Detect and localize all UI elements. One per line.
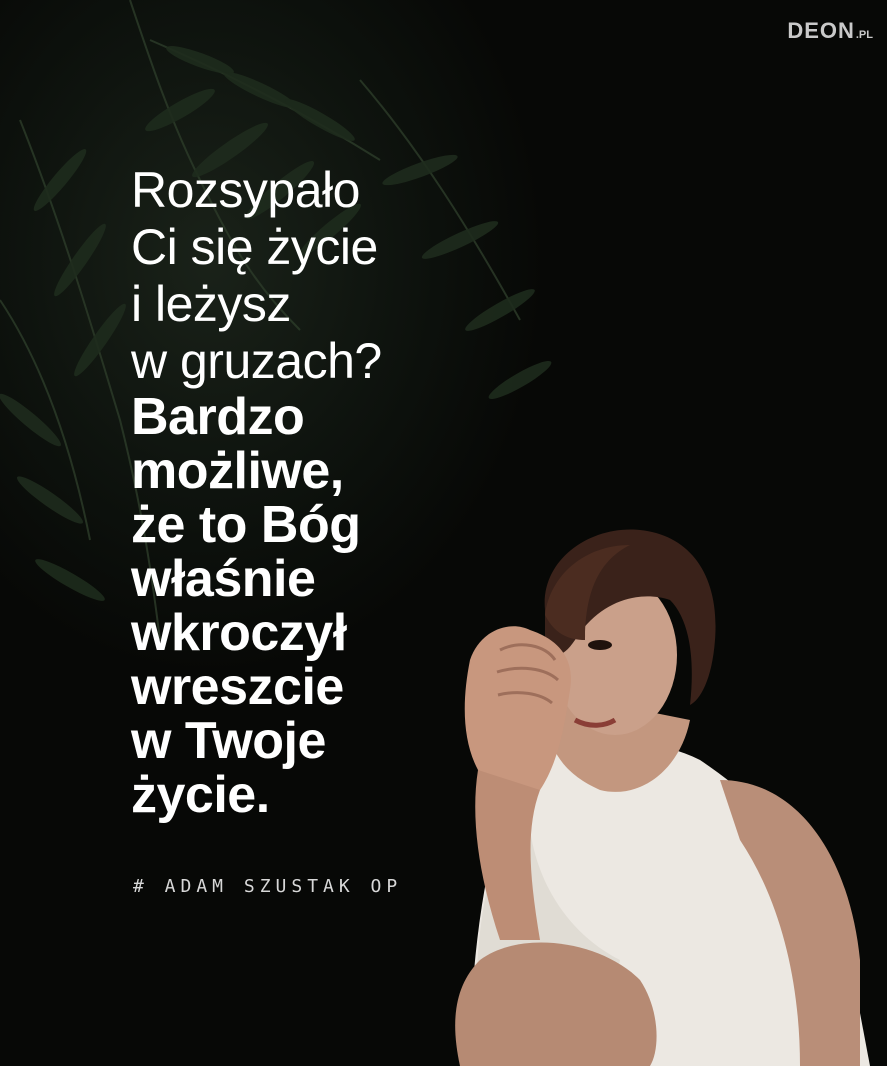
author-hashtag: # ADAM SZUSTAK OP — [133, 876, 403, 897]
quote-line: możliwe, — [131, 442, 344, 500]
logo-suffix: .PL — [855, 29, 873, 41]
quote-answer — [131, 390, 461, 822]
quote-question — [131, 162, 461, 390]
quote-line: Rozsypało — [131, 162, 360, 218]
quote-line: wkroczył — [131, 604, 347, 662]
quote-line: wreszcie — [131, 658, 344, 716]
quote-line: w Twoje — [131, 712, 326, 770]
quote-line: właśnie — [131, 550, 316, 608]
deon-logo — [787, 18, 873, 44]
quote-text — [131, 162, 461, 822]
quote-line: Ci się życie — [131, 219, 378, 275]
quote-line: że to Bóg — [131, 496, 361, 554]
quote-line: w gruzach? — [131, 333, 382, 389]
quote-line: i leżysz — [131, 276, 291, 332]
logo-name: DEON — [787, 18, 855, 43]
quote-line: życie. — [131, 766, 270, 824]
quote-line: Bardzo — [131, 388, 305, 446]
